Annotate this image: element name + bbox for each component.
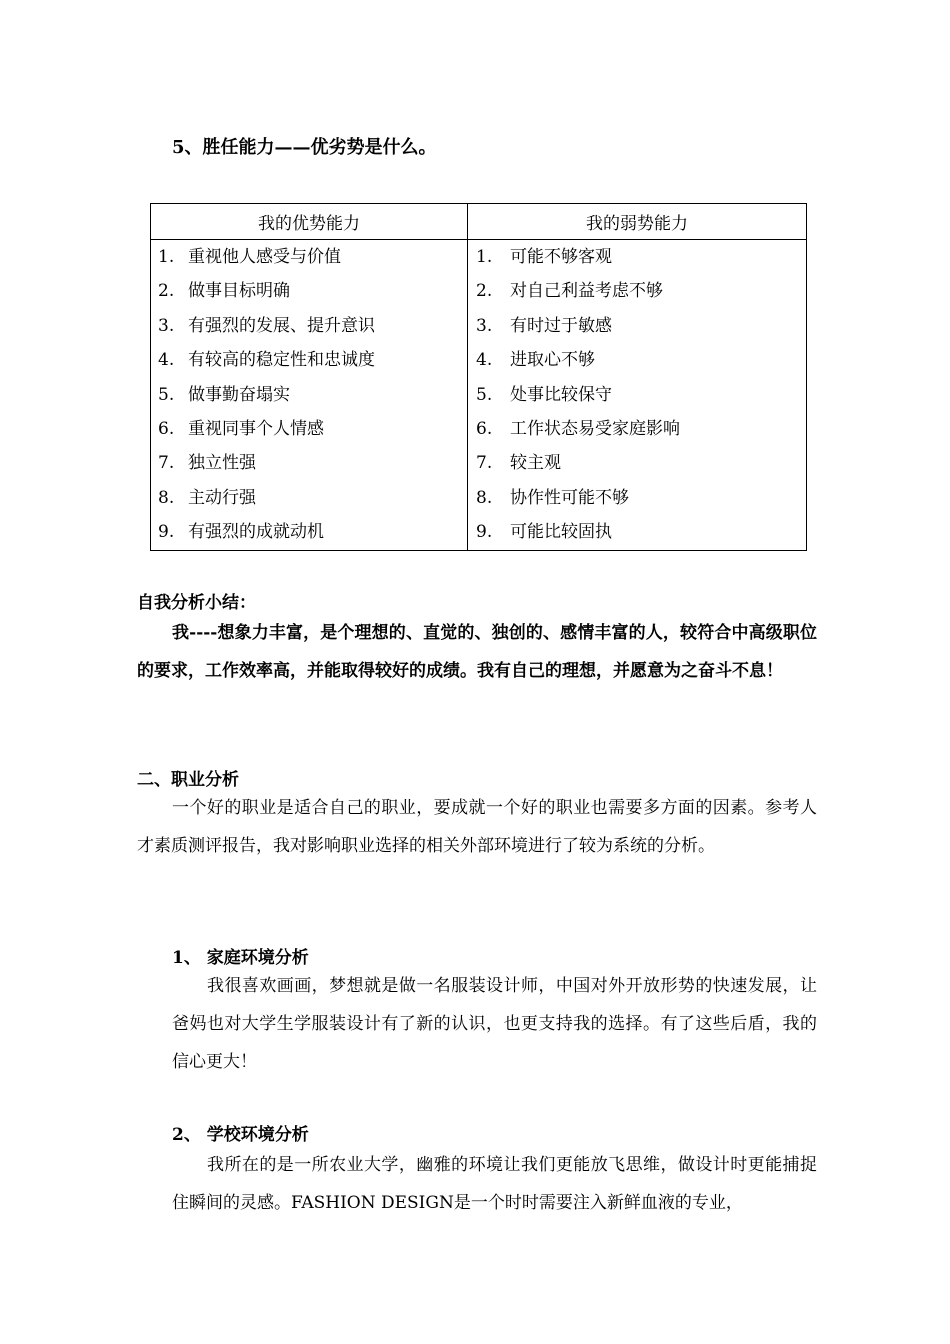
strength-item: 6. 重视同事个人情感 (158, 418, 324, 439)
weakness-item: 6. 工作状态易受家庭影响 (476, 418, 680, 439)
school-environment-title: 2、 学校环境分析 (172, 1125, 309, 1145)
strength-item: 7. 独立性强 (158, 453, 256, 474)
weakness-item: 9. 可能比较固执 (476, 522, 612, 543)
ability-table (150, 203, 807, 551)
strength-item: 4. 有较高的稳定性和忠诚度 (158, 350, 375, 371)
ability-table-header-row (151, 204, 807, 240)
weakness-item: 4. 进取心不够 (476, 350, 595, 371)
summary-title: 自我分析小结： (137, 593, 256, 613)
school-environment-paragraph: 我所在的是一所农业大学，幽雅的环境让我们更能放飞思维，做设计时更能捕捉住瞬间的灵感。FASHION DESIGN是一个时时需要注入新鲜血液的专业， (172, 1155, 817, 1213)
strength-item: 2. 做事目标明确 (158, 281, 290, 302)
summary-paragraph: 我----想象力丰富，是个理想的、直觉的、独创的、感情丰富的人，较符合中高级职位的要求，工作效率高，并能取得较好的成绩。我有自己的理想，并愿意为之奋斗不息！ (137, 623, 817, 681)
weakness-item: 7. 较主观 (476, 453, 561, 474)
ability-table-body-row (151, 240, 807, 551)
family-environment-title: 1、 家庭环境分析 (172, 948, 309, 968)
section-5-heading: 5、胜任能力——优劣势是什么。 (172, 137, 437, 158)
strengths-header: 我的优势能力 (151, 204, 468, 240)
strength-item: 1. 重视他人感受与价值 (158, 247, 341, 267)
weaknesses-header: 我的弱势能力 (468, 204, 807, 240)
weakness-item: 5. 处事比较保守 (476, 384, 612, 405)
weakness-item: 3. 有时过于敏感 (476, 315, 612, 336)
section-2-title: 二、职业分析 (137, 770, 239, 790)
strength-item: 3. 有强烈的发展、提升意识 (158, 315, 375, 336)
weakness-item: 1. 可能不够客观 (476, 247, 612, 267)
strength-item: 5. 做事勤奋塌实 (158, 384, 290, 405)
strength-item: 8. 主动行强 (158, 487, 256, 508)
weakness-item: 8. 协作性可能不够 (476, 487, 629, 508)
strength-item: 9. 有强烈的成就动机 (158, 522, 324, 543)
section-2-paragraph: 一个好的职业是适合自己的职业，要成就一个好的职业也需要多方面的因素。参考人才素质测评报告，我对影响职业选择的相关外部环境进行了较为系统的分析。 (137, 798, 817, 856)
weaknesses-list (468, 240, 807, 551)
strengths-list (151, 240, 468, 551)
family-environment-paragraph: 我很喜欢画画，梦想就是做一名服装设计师，中国对外开放形势的快速发展，让爸妈也对大学生学服装设计有了新的认识，也更支持我的选择。有了这些后盾，我的信心更大！ (172, 976, 817, 1072)
weakness-item: 2. 对自己利益考虑不够 (476, 281, 663, 302)
